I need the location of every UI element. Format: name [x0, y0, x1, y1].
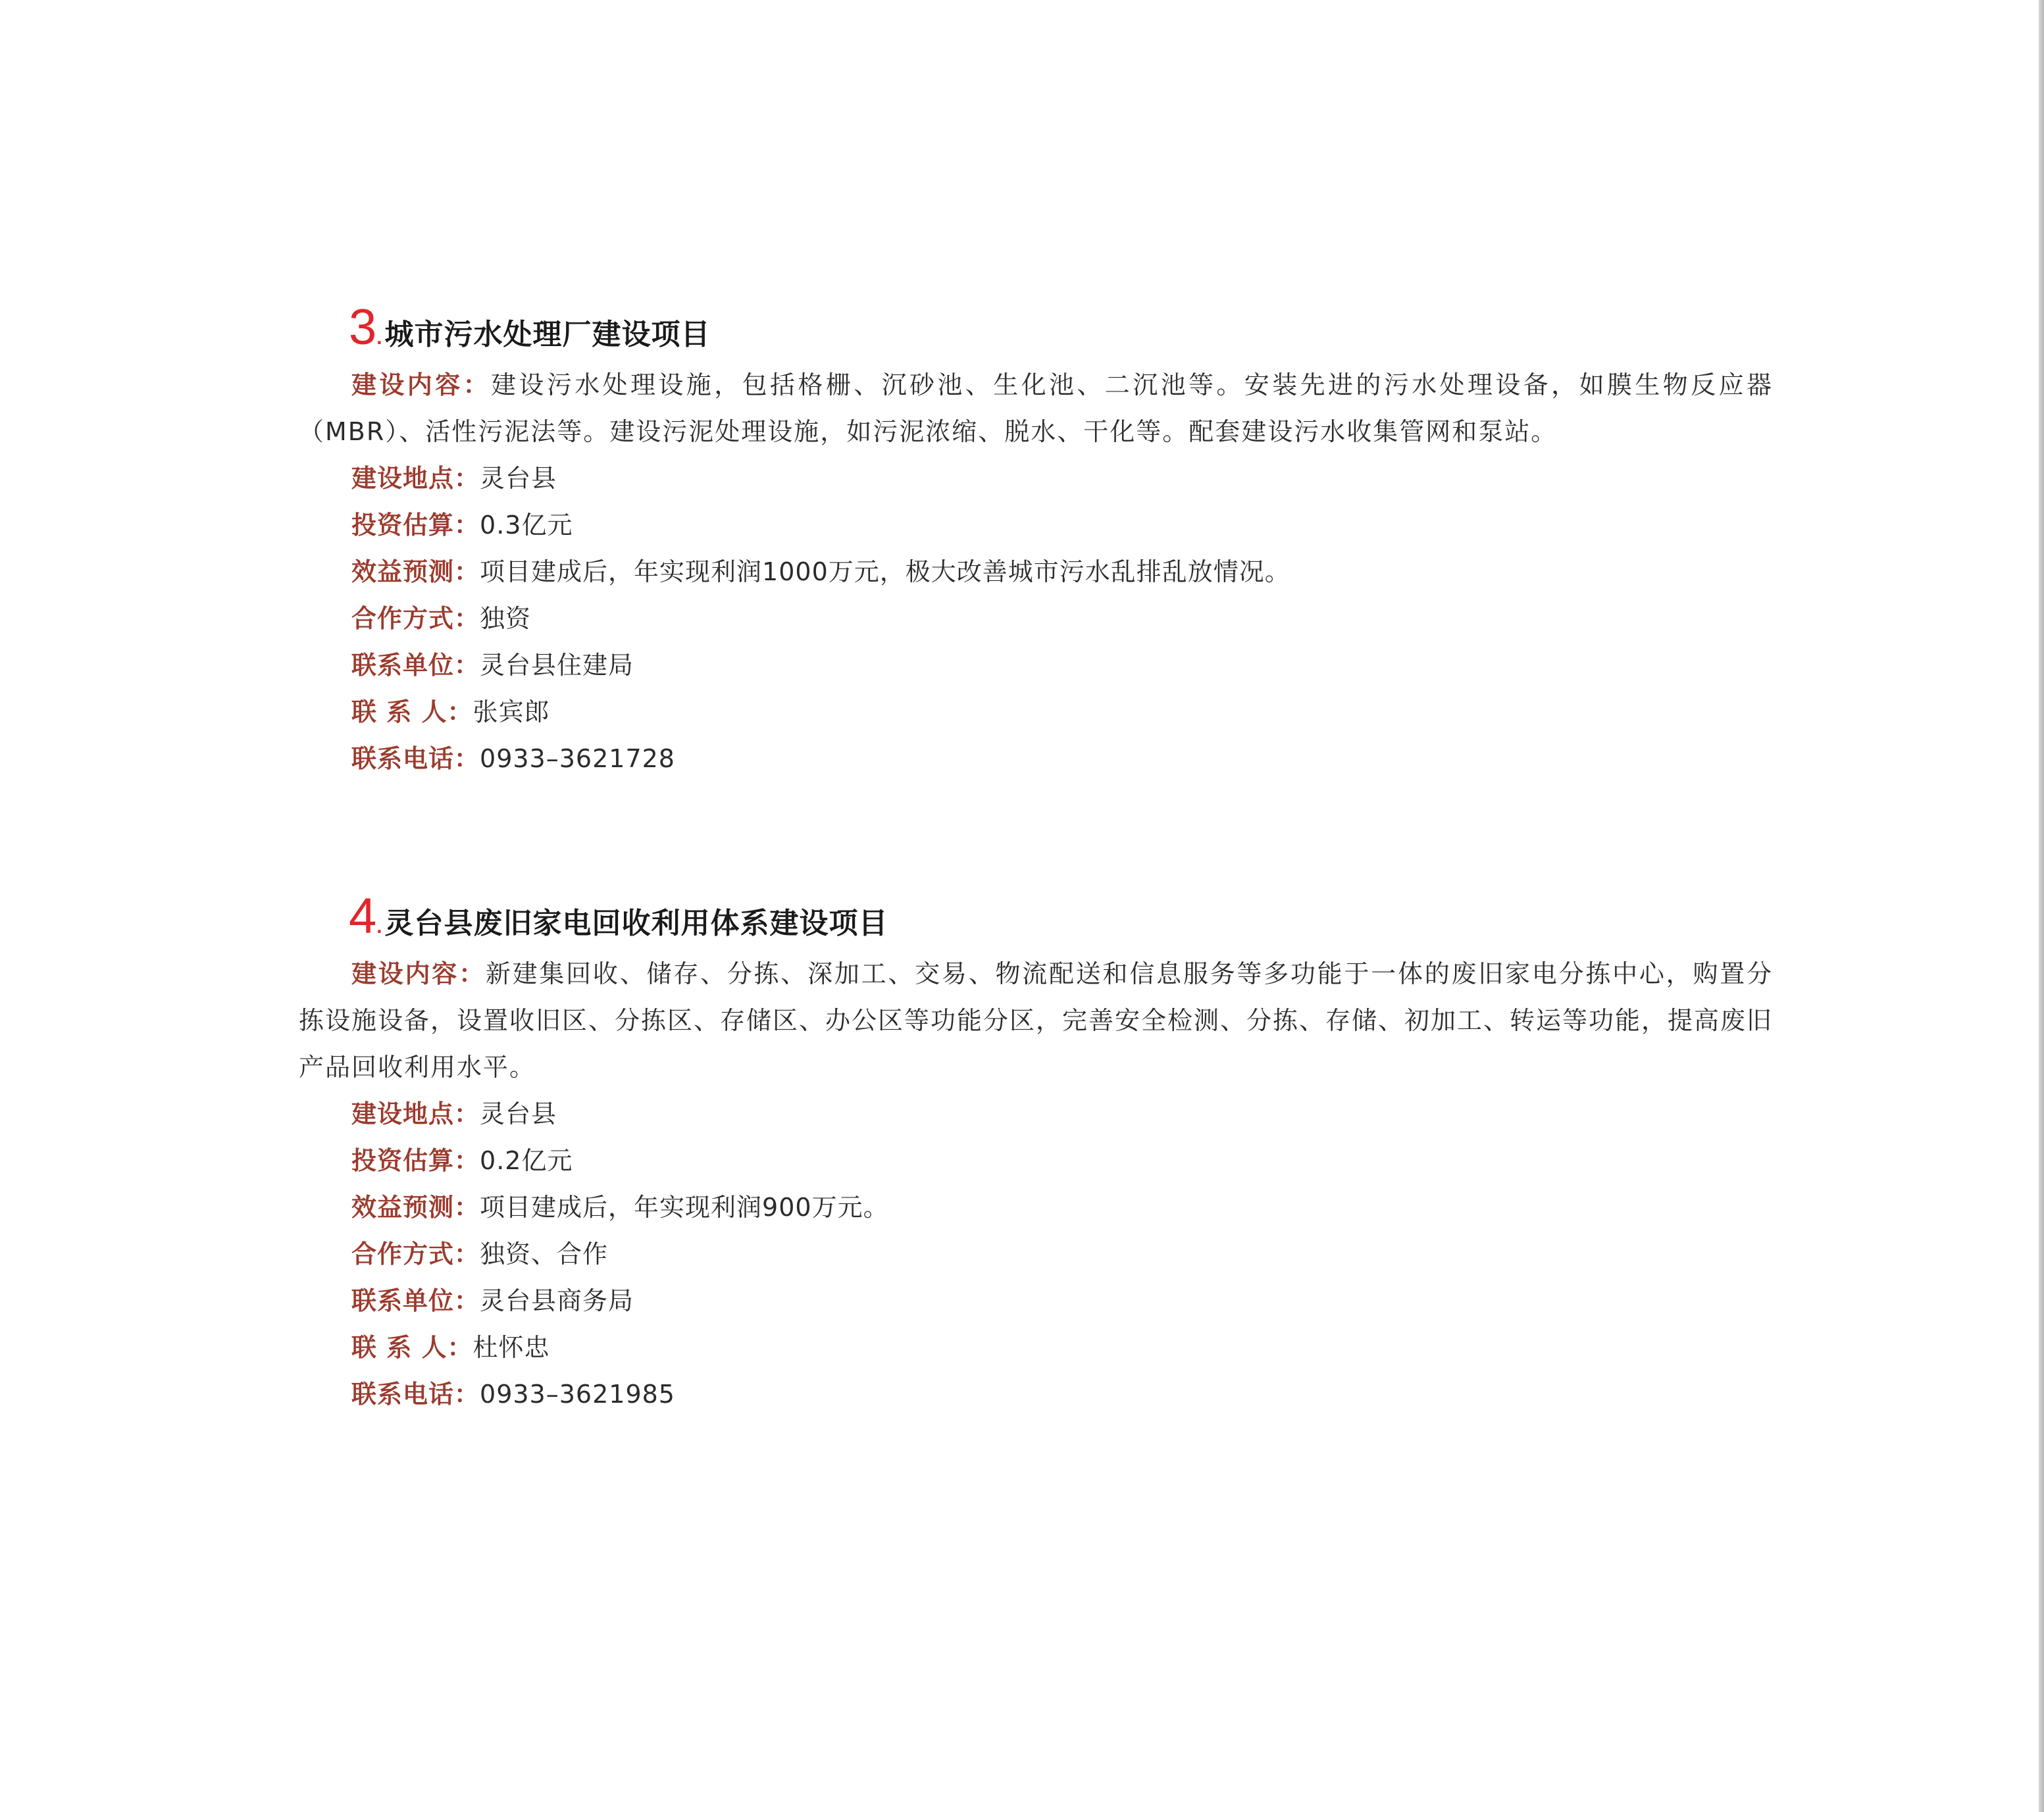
construction-content: [299, 362, 1773, 455]
project-section: [299, 299, 1773, 782]
field-colon: ：: [454, 464, 480, 493]
project-heading: [349, 299, 1773, 362]
field-value: 项目建成后，年实现利润900万元。: [480, 1193, 889, 1222]
field-colon: ：: [454, 1286, 480, 1315]
project-title: 灵台县废旧家电回收利用体系建设项目: [384, 907, 888, 940]
field-cooperation: [351, 595, 1773, 642]
field-cooperation: [351, 1231, 1773, 1278]
field-label: 效益预测: [351, 1193, 455, 1222]
field-benefit: [351, 1184, 1773, 1231]
field-colon: ：: [454, 557, 480, 586]
field-colon: ：: [454, 651, 480, 680]
project-title: 城市污水处理厂建设项目: [384, 318, 711, 351]
field-phone: [351, 1371, 1773, 1418]
project-section: [299, 888, 1774, 1418]
field-label: 效益预测: [351, 557, 455, 586]
field-colon: ：: [463, 370, 492, 399]
field-colon: ：: [454, 1193, 480, 1222]
field-value: 灵台县: [480, 1099, 557, 1128]
field-label: 投资估算: [351, 1146, 455, 1175]
field-phone: [351, 736, 1773, 782]
field-label: 建设地点: [351, 464, 455, 493]
field-label: 合作方式: [351, 604, 455, 633]
construction-content: [299, 951, 1773, 1091]
field-label: 建设内容: [351, 959, 459, 988]
project-number: 4: [349, 888, 376, 944]
field-label: 联 系 人: [351, 697, 447, 726]
field-value: 0933–3621728: [480, 744, 675, 773]
field-contact-unit: [351, 642, 1773, 689]
field-label: 联系单位: [351, 651, 455, 680]
field-investment: [351, 502, 1773, 549]
field-label: 联系单位: [351, 1286, 455, 1315]
field-label: 建设内容: [351, 370, 463, 399]
project-number-dot: .: [375, 907, 384, 940]
field-value: 杜怀忠: [473, 1333, 550, 1362]
field-benefit: [351, 549, 1773, 595]
field-label: 合作方式: [351, 1240, 455, 1269]
field-colon: ：: [454, 1146, 480, 1175]
field-location: [351, 1091, 1773, 1138]
field-colon: ：: [447, 1333, 473, 1362]
field-value: 建设污水处理设施，包括格栅、沉砂池、生化池、二沉池等。安装先进的污水处理设备，如膜生物反应器（MBR）、活性污泥法等。建设污泥处理设施，如污泥浓缩、脱水、干化等。配套建设污水收集管网和泵站。: [299, 370, 1773, 446]
project-number: 3: [349, 299, 376, 355]
field-colon: ：: [447, 697, 473, 726]
field-value: 灵台县: [480, 464, 557, 493]
field-value: 0.2亿元: [480, 1146, 573, 1175]
field-colon: ：: [454, 1380, 480, 1409]
field-label: 联系电话: [351, 1380, 455, 1409]
field-contact-person: [351, 689, 1773, 736]
field-investment: [351, 1138, 1773, 1184]
field-label: 联系电话: [351, 744, 455, 773]
field-label: 联 系 人: [351, 1333, 447, 1362]
field-value: 项目建成后，年实现利润1000万元，极大改善城市污水乱排乱放情况。: [480, 557, 1290, 586]
field-value: 灵台县住建局: [480, 651, 634, 680]
field-contact-unit: [351, 1278, 1773, 1324]
field-contact-person: [351, 1324, 1773, 1371]
field-value: 0.3亿元: [480, 511, 573, 540]
field-value: 独资、合作: [480, 1240, 609, 1269]
field-colon: ：: [454, 744, 480, 773]
project-number-dot: .: [375, 318, 384, 351]
field-colon: ：: [459, 959, 486, 988]
field-location: [351, 455, 1773, 502]
page-edge: [2039, 0, 2044, 1812]
field-label: 投资估算: [351, 511, 455, 540]
field-value: 新建集回收、储存、分拣、深加工、交易、物流配送和信息服务等多功能于一体的废旧家电分拣中心，购置分拣设施设备，设置收旧区、分拣区、存储区、办公区等功能分区，完善安全检测、分拣、存储、初加工、转运等功能，提高废旧产品回收利用水平。: [299, 959, 1774, 1082]
field-value: 张宾郎: [473, 697, 550, 726]
field-colon: ：: [454, 1240, 480, 1269]
field-value: 独资: [480, 604, 532, 633]
field-value: 0933–3621985: [480, 1380, 675, 1409]
field-colon: ：: [454, 604, 480, 633]
field-label: 建设地点: [351, 1099, 455, 1128]
project-heading: [349, 888, 1773, 951]
field-colon: ：: [454, 511, 480, 540]
field-value: 灵台县商务局: [480, 1286, 634, 1315]
field-colon: ：: [454, 1099, 480, 1128]
